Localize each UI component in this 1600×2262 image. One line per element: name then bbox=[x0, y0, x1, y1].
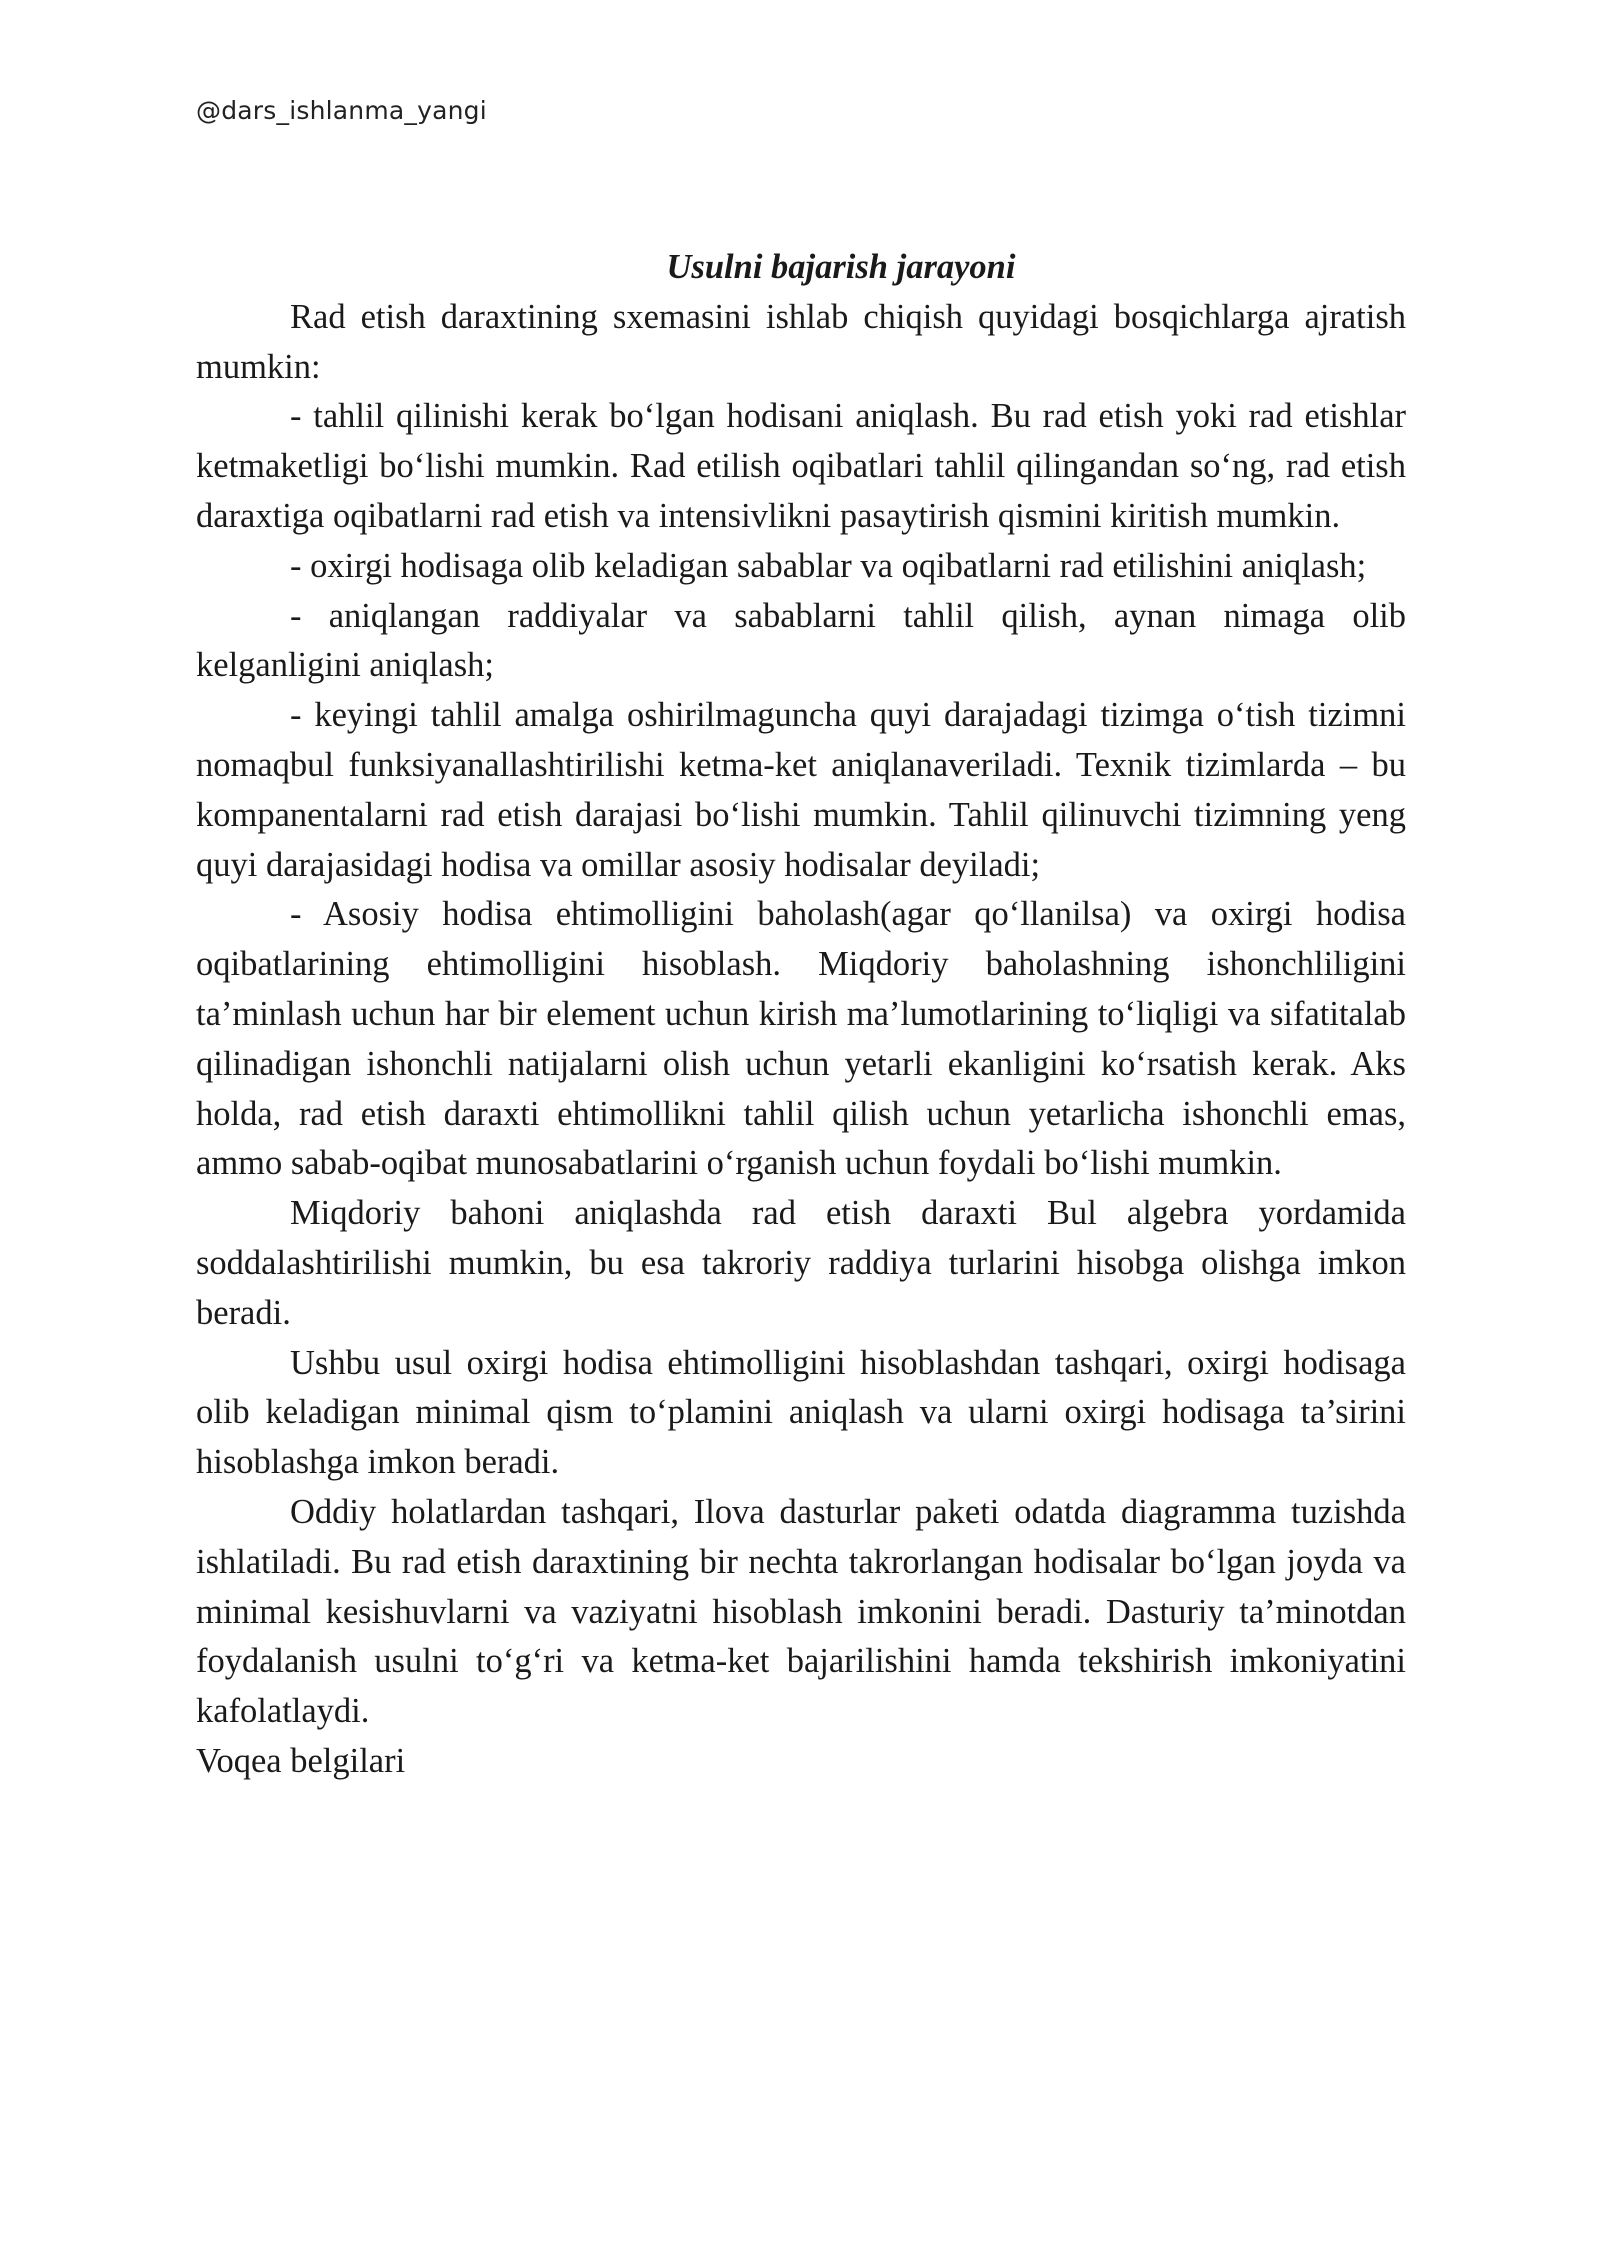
paragraph-step-5: - Asosiy hodisa ehtimolligini baholash(agar qo‘llanilsa) va oxirgi hodisa oqibatlarining ehtimolligini hisoblash. Miqdoriy baholashning ishonchliligini ta’minlash uchun har bir element uchun kirish ma’lumotlarining to‘liqligi va sifatitalab qilinadigan ishonchli natijalarni olish uchun yetarli ekanligini ko‘rsatish kerak. Aks holda, rad etish daraxti ehtimollikni tahlil qilish uchun yetarlicha ishonchli emas, ammo sabab-oqibat munosabatlarini o‘rganish uchun foydali bo‘lishi mumkin. bbox=[196, 895, 1406, 1183]
paragraph-step-3: - aniqlangan raddiyalar va sabablarni tahlil qilish, aynan nimaga olib kelganligini aniqlash; bbox=[196, 596, 1406, 685]
paragraph-step-4: - keyingi tahlil amalga oshirilmaguncha quyi darajadagi tizimga o‘tish tizimni nomaqbul funksiyanallashtirilishi ketma-ket aniqlanaveriladi. Texnik tizimlarda – bu kompanentalarni rad etish darajasi bo‘lishi mumkin. Tahlil qilinuvchi tizimning yeng quyi darajasidagi hodisa va omillar asosiy hodisalar deyiladi; bbox=[196, 696, 1406, 884]
paragraph-intro: Rad etish daraxtining sxemasini ishlab chiqish quyidagi bosqichlarga ajratish mumkin: bbox=[196, 297, 1406, 386]
paragraph-step-2: - oxirgi hodisaga olib keladigan sabablar va oqibatlarni rad etilishini aniqlash; bbox=[290, 546, 1367, 585]
paragraph-quantitative: Miqdoriy bahoni aniqlashda rad etish daraxti Bul algebra yordamida soddalashtirilishi mumkin, bu esa takroriy raddiya turlarini hisobga olishga imkon beradi. bbox=[196, 1194, 1406, 1332]
document-body bbox=[196, 243, 1406, 1787]
channel-tag: @dars_ishlanma_yangi bbox=[196, 96, 487, 125]
paragraph-software: Oddiy holatlardan tashqari, Ilova dasturlar paketi odatda diagramma tuzishda ishlatiladi. Bu rad etish daraxtining bir nechta takrorlangan hodisalar bo‘lgan joyda va minimal kesishuvlarni va vaziyatni hisoblash imkonini beradi. Dasturiy ta’minotdan foydalanish usulni to‘g‘ri va ketma-ket bajarilishini hamda tekshirish imkoniyatini kafolatlaydi. bbox=[196, 1492, 1406, 1731]
section-subheading: Voqea belgilari bbox=[196, 1741, 406, 1780]
paragraph-method: Ushbu usul oxirgi hodisa ehtimolligini hisoblashdan tashqari, oxirgi hodisaga olib keladigan minimal qism to‘plamini aniqlash va ularni oxirgi hodisaga ta’sirini hisoblashga imkon beradi. bbox=[196, 1343, 1406, 1482]
paragraph-step-1: - tahlil qilinishi kerak bo‘lgan hodisani aniqlash. Bu rad etish yoki rad etishlar ketmaketligi bo‘lishi mumkin. Rad etilish oqibatlari tahlil qilingandan so‘ng, rad etish daraxtiga oqibatlarni rad etish va intensivlikni pasaytirish qismini kiritish mumkin. bbox=[196, 397, 1406, 535]
section-title: Usulni bajarish jarayoni bbox=[666, 248, 1016, 286]
